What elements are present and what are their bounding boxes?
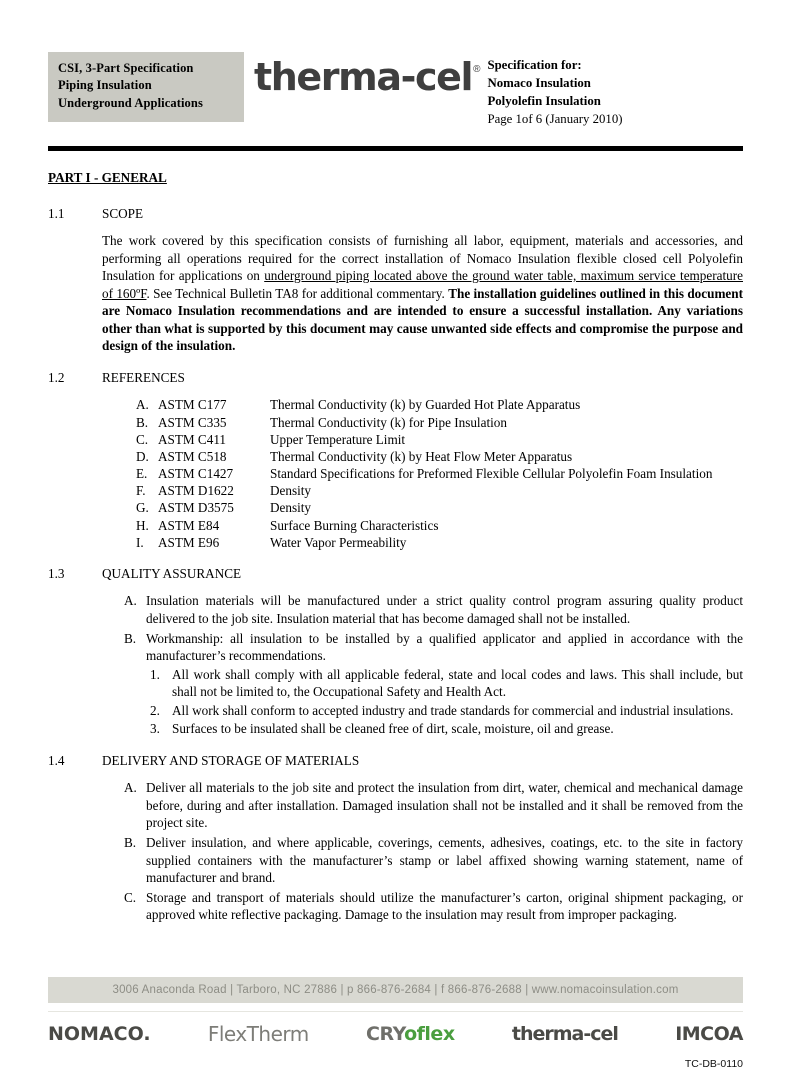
section-number: 1.4 [48,752,65,768]
section-number: 1.3 [48,565,65,581]
spec-for-company: Nomaco Insulation [487,76,591,91]
list-item [124,779,743,832]
scope-text-a: The work covered by this specification consists of furnishing all labor, equipment, materials and accessories, and performing all operations required for the correct installation of Nomaco Insulation flexible closed cell Polyolefin Insulation for applications on [102,233,743,284]
list-item [150,666,743,701]
quality-assurance-list [124,592,743,737]
ref-letter: G. [136,500,149,516]
ref-desc: Density [270,483,312,499]
ref-code: ASTM E96 [158,534,220,550]
document-id: TC-DB-0110 [684,1058,743,1070]
item-text: Workmanship: all insulation to be installed by a qualified applicator and applied in accordance with the manufacturer’s recommendations. [146,630,743,664]
ref-desc: Thermal Conductivity (k) for Pipe Insulation [270,414,507,430]
imcoa-logo: IMCOA [675,1023,743,1045]
spec-for-label: Specification for: [487,58,582,72]
scope-bold-clause: The installation guidelines outlined in this document are Nomaco Insulation recommendations and are intended to ensure a successful installation. Any variations other than what is supported by this document may cause unwanted side effects and compromise the purpose and design of the insulation. [102,285,744,354]
item-text: Deliver insulation, and where applicable, coverings, cements, adhesives, coatings, etc. to the site in factory supplied containers with the manufacturer’s stamp or label affixed showing warning statement, name of manufacturer and brand. [146,834,743,886]
spec-for-product: Polyolefin Insulation [487,94,601,109]
ref-code: ASTM C411 [158,431,227,447]
ref-letter: H. [136,517,149,533]
ref-desc: Upper Temperature Limit [270,431,406,447]
cryoflex-cry: CRY [366,1023,405,1045]
item-text: All work shall comply with all applicable federal, state and local codes and laws. This shall include, but shall not be limited to, the Occupational Safety and Health Act. [172,666,743,700]
spec-type-line-3: Underground Applications [58,95,203,110]
section-number: 1.2 [48,369,65,385]
item-marker: B. [124,834,137,850]
item-text: Deliver all materials to the job site and protect the insulation from dirt, water, chemical and mechanical damage before, during and after installation. Damaged insulation shall not be installed and it shall be removed from the project site. [146,780,743,831]
nomaco-logo: NOMACO. [48,1023,151,1045]
spec-type-box [48,52,244,122]
ref-code: ASTM C518 [158,448,227,464]
ref-letter: F. [136,483,146,499]
item-text: Storage and transport of materials should utilize the manufacturer’s carton, original shipment packaging, or approved white reflective packaging. Damage to the insulation may result from improper packaging. [146,889,743,923]
spec-type-line-1: CSI, 3-Part Specification [58,61,194,75]
therma-cel-logo [254,55,481,99]
list-item [124,834,743,887]
section-heading-references [48,369,743,387]
item-marker: A. [124,593,137,609]
ref-letter: D. [136,448,149,464]
section-title: DELIVERY AND STORAGE OF MATERIALS [102,752,360,768]
ref-letter: C. [136,431,149,447]
ref-letter: B. [136,414,149,430]
list-item [136,431,743,448]
footer-address-bar [48,977,743,1003]
scope-paragraph [102,232,743,355]
ref-code: ASTM C1427 [158,466,234,482]
quality-assurance-sublist [150,666,743,738]
ref-code: ASTM C177 [158,397,227,413]
ref-code: ASTM C335 [158,414,227,430]
item-marker: A. [124,780,137,796]
section-heading-quality-assurance [48,565,743,583]
ref-letter: I. [136,534,144,550]
footer-address: 3006 Anaconda Road | Tarboro, NC 27886 | p 866-876-2684 | f 866-876-2688 | www.nomacoinsulation.com [112,984,679,996]
flextherm-logo: FlexTherm [207,1022,309,1046]
section-title: REFERENCES [102,369,185,385]
item-marker: 2. [150,702,160,718]
ref-code: ASTM D1622 [158,483,234,499]
list-item [136,396,743,413]
specification-for-block [487,56,622,129]
list-item [136,465,743,482]
list-item [136,448,743,465]
ref-code: ASTM D3575 [158,500,234,516]
item-marker: 3. [150,721,160,737]
item-text: Insulation materials will be manufactured under a strict quality control program assuring quality product delivered to the job site. Insulation material that has become damaged shall not be installed. [146,593,743,626]
section-number: 1.1 [48,205,65,221]
scope-text-b: . See Technical Bulletin TA8 for additional commentary. [146,285,449,301]
cryoflex-logo [366,1023,455,1045]
ref-desc: Surface Burning Characteristics [270,517,439,533]
item-marker: B. [124,630,137,646]
section-title: SCOPE [102,205,144,221]
item-marker: C. [124,889,137,905]
spec-type-line-2: Piping Insulation [58,78,152,93]
cryoflex-flex: flex [416,1023,455,1045]
ref-desc: Thermal Conductivity (k) by Guarded Hot Plate Apparatus [270,397,581,413]
ref-desc: Thermal Conductivity (k) by Heat Flow Meter Apparatus [270,448,573,464]
list-item [136,534,743,551]
ref-letter: A. [136,397,149,413]
brand-logo-bar [48,1011,743,1056]
delivery-list [124,779,743,923]
list-item [136,414,743,431]
list-item [150,720,743,738]
list-item [136,499,743,516]
page-number-line: Page 1of 6 (January 2010) [487,112,623,127]
therma-cel-footer-logo: therma-cel [511,1023,618,1045]
ref-code: ASTM E84 [158,517,220,533]
scope-underlined-clause: underground piping located above the ground water table, maximum service temperature of 160ºF [102,268,743,301]
list-item [124,592,743,627]
references-list [136,396,743,550]
ref-desc: Water Vapor Permeability [270,534,407,550]
ref-letter: E. [136,466,148,482]
item-marker: 1. [150,666,160,682]
ref-desc: Standard Specifications for Preformed Flexible Cellular Polyolefin Foam Insulation [270,466,713,482]
logo-wordmark: therma-cel [254,55,473,99]
document-header [48,52,743,142]
section-heading-delivery [48,752,743,770]
list-item [136,517,743,534]
list-item [136,482,743,499]
item-text: Surfaces to be insulated shall be cleaned free of dirt, scale, moisture, oil and grease. [172,721,614,737]
document-footer [0,977,791,1076]
document-body [48,169,743,924]
list-item [124,889,743,924]
cryoflex-o: o [404,1023,417,1045]
section-title: QUALITY ASSURANCE [102,565,242,581]
document-page [0,52,791,1076]
registered-trademark-icon: ® [473,63,481,75]
list-item [150,702,743,720]
header-divider [48,146,743,151]
section-heading-scope [48,205,743,223]
ref-desc: Density [270,500,312,516]
list-item [124,630,743,665]
item-text: All work shall conform to accepted industry and trade standards for commercial and industrial insulations. [172,702,734,718]
part-title: PART I - GENERAL [48,170,167,185]
